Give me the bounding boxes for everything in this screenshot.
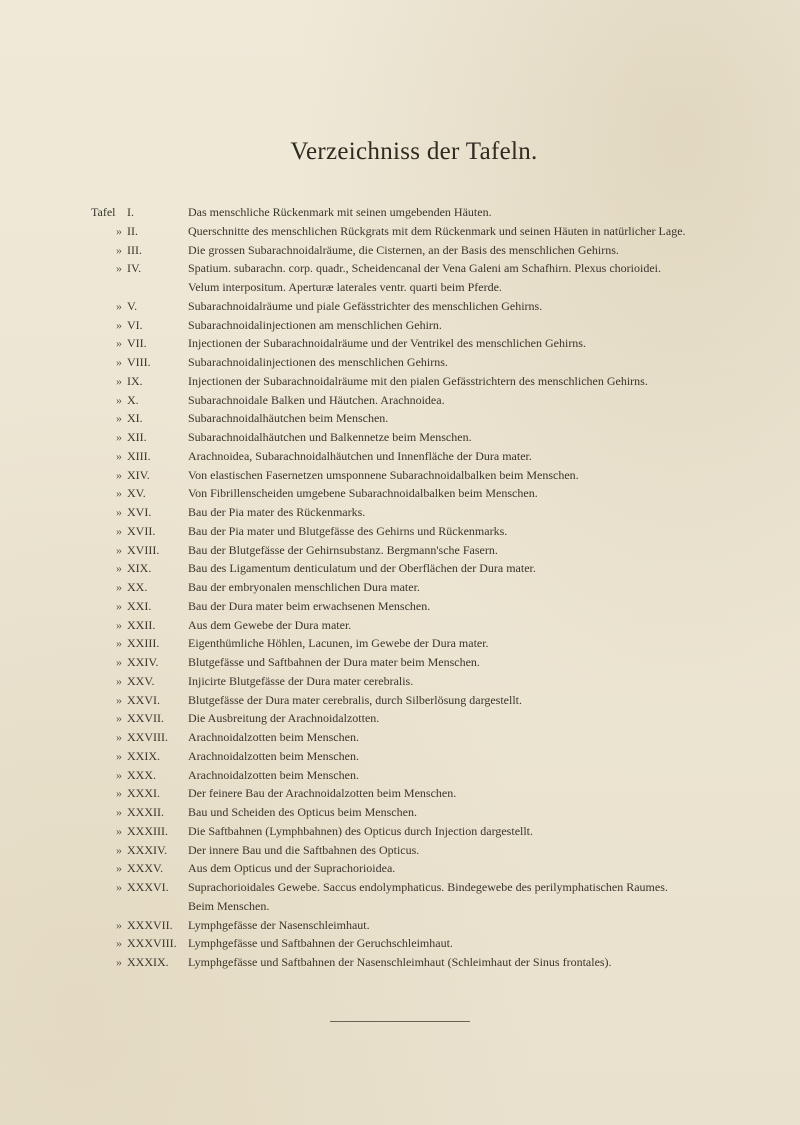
- plate-number: V.: [127, 298, 138, 313]
- ditto-mark: »: [116, 505, 122, 519]
- plate-number: XXVII.: [127, 711, 164, 726]
- plate-number: III.: [127, 242, 142, 257]
- ditto-mark: »: [116, 242, 122, 257]
- ditto-mark: »: [116, 936, 122, 951]
- plate-description-continued: Beim Menschen.: [188, 898, 270, 913]
- plate-description: Subarachnoidalhäutchen beim Menschen.: [188, 411, 389, 426]
- plate-number: X.: [127, 392, 139, 407]
- plate-number: VII.: [127, 336, 147, 351]
- ditto-mark: »: [116, 355, 122, 369]
- tafel-label: Tafel: [91, 205, 116, 219]
- plate-description: Lymphgefässe und Saftbahnen der Nasenschleimhaut (Schleimhaut der Sinus frontales).: [188, 955, 612, 969]
- plate-number: XIX.: [127, 561, 152, 576]
- plate-description-continued: Velum interpositum. Aperturæ laterales ventr. quarti beim Pferde.: [188, 280, 502, 294]
- plate-entry: [0, 503, 800, 522]
- plate-description: Subarachnoidalräume und piale Gefässtrichter des menschlichen Gehirns.: [188, 298, 543, 313]
- plate-description: Die Saftbahnen (Lymphbahnen) des Opticus durch Injection dargestellt.: [188, 823, 534, 838]
- plate-number: XXVIII.: [127, 730, 168, 744]
- plate-number: IV.: [127, 261, 142, 276]
- plate-description: Querschnitte des menschlichen Rückgrats mit dem Rückenmark und seinen Häuten in natürlicher Lage.: [188, 223, 686, 238]
- ditto-mark: »: [116, 617, 122, 632]
- plate-entry: [0, 953, 800, 972]
- ditto-mark: »: [116, 467, 122, 482]
- plate-description: Die Ausbreitung der Arachnoidalzotten.: [188, 711, 380, 726]
- plate-number: XIV.: [127, 467, 150, 482]
- plate-number: XVIII.: [127, 542, 160, 557]
- plate-description: Aus dem Opticus und der Suprachorioidea.: [188, 861, 396, 876]
- ditto-mark: »: [116, 955, 122, 969]
- plate-number: XXXII.: [127, 805, 164, 819]
- closing-rule: [330, 1021, 470, 1022]
- ditto-mark: »: [116, 917, 122, 932]
- plate-description: Subarachnoidalinjectionen am menschlichen Gehirn.: [188, 317, 442, 332]
- ditto-mark: »: [116, 561, 122, 576]
- plate-number: XXX.: [127, 767, 156, 782]
- plate-entry: [0, 803, 800, 822]
- plate-number: XXV.: [127, 673, 155, 688]
- ditto-mark: »: [116, 392, 122, 407]
- ditto-mark: »: [116, 692, 122, 707]
- plate-description: Blutgefässe und Saftbahnen der Dura mater beim Menschen.: [188, 655, 480, 669]
- plate-entry: [0, 841, 800, 860]
- plate-entry: [0, 709, 800, 728]
- plate-description: Subarachnoidalinjectionen des menschlichen Gehirns.: [188, 355, 448, 369]
- plate-entry: [0, 672, 800, 691]
- ditto-mark: »: [116, 298, 122, 313]
- plate-description: Aus dem Gewebe der Dura mater.: [188, 617, 352, 632]
- plate-entry: [0, 391, 800, 410]
- plate-description: Eigenthümliche Höhlen, Lacunen, im Gewebe der Dura mater.: [188, 636, 489, 651]
- plate-number: XXXIV.: [127, 842, 168, 857]
- plate-description: Injicirte Blutgefässe der Dura mater cerebralis.: [188, 673, 414, 688]
- plate-description: Bau des Ligamentum denticulatum und der Oberflächen der Dura mater.: [188, 561, 536, 576]
- plate-number: XXXV.: [127, 861, 164, 876]
- ditto-mark: »: [116, 636, 122, 651]
- plate-number: VIII.: [127, 355, 151, 369]
- plate-entry: [0, 559, 800, 578]
- plate-entry: [0, 916, 800, 935]
- plate-description: Injectionen der Subarachnoidalräume und der Ventrikel des menschlichen Gehirns.: [188, 336, 586, 351]
- plate-description: Die grossen Subarachnoidalräume, die Cisternen, an der Basis des menschlichen Gehirns.: [188, 242, 619, 257]
- plate-number: XXXIII.: [127, 823, 168, 838]
- ditto-mark: »: [116, 448, 122, 463]
- plate-description: Arachnoidea, Subarachnoidalhäutchen und Innenfläche der Dura mater.: [188, 448, 532, 463]
- plate-description: Arachnoidalzotten beim Menschen.: [188, 767, 359, 782]
- plate-description: Injectionen der Subarachnoidalräume mit den pialen Gefässtrichtern des menschlichen Gehirns.: [188, 373, 648, 388]
- plate-description: Subarachnoidalhäutchen und Balkennetze beim Menschen.: [188, 430, 472, 444]
- plate-description: Der innere Bau und die Saftbahnen des Opticus.: [188, 842, 420, 857]
- plate-entry-continuation: [0, 278, 800, 297]
- plate-number: XXXVII.: [127, 917, 173, 932]
- plate-entry: [0, 541, 800, 560]
- ditto-mark: »: [116, 486, 122, 501]
- plate-description: Bau und Scheiden des Opticus beim Menschen.: [188, 805, 417, 819]
- plate-description: Bau der Blutgefässe der Gehirnsubstanz. Bergmann'sche Fasern.: [188, 542, 498, 557]
- plate-number: XVII.: [127, 523, 156, 538]
- ditto-mark: »: [116, 767, 122, 782]
- plate-description: Arachnoidalzotten beim Menschen.: [188, 748, 359, 763]
- plate-description: Lymphgefässe und Saftbahnen der Geruchschleimhaut.: [188, 936, 453, 951]
- ditto-mark: »: [116, 861, 122, 876]
- ditto-mark: »: [116, 373, 122, 388]
- plate-entry: [0, 466, 800, 485]
- plate-description: Bau der Pia mater und Blutgefässe des Gehirns und Rückenmarks.: [188, 523, 508, 538]
- plate-entry: [0, 484, 800, 503]
- plate-number: XII.: [127, 430, 147, 444]
- plate-number: XXXVIII.: [127, 936, 177, 951]
- plate-description: Lymphgefässe der Nasenschleimhaut.: [188, 917, 370, 932]
- ditto-mark: »: [116, 317, 122, 332]
- plate-entry: [0, 822, 800, 841]
- ditto-mark: »: [116, 842, 122, 857]
- plate-description: Spatium. subarachn. corp. quadr., Scheidencanal der Vena Galeni am Schafhirn. Plexus chorioidei.: [188, 261, 661, 276]
- plate-entry: [0, 653, 800, 672]
- plate-description: Subarachnoidale Balken und Häutchen. Arachnoidea.: [188, 392, 445, 407]
- plate-entry: [0, 691, 800, 710]
- plate-number: XXXVI.: [127, 880, 169, 894]
- plate-description: Der feinere Bau der Arachnoidalzotten beim Menschen.: [188, 786, 457, 801]
- plate-description: Von elastischen Fasernetzen umsponnene Subarachnoidalbalken beim Menschen.: [188, 467, 579, 482]
- plate-entry: [0, 859, 800, 878]
- plate-entry-continuation: [0, 897, 800, 916]
- plate-number: I.: [127, 205, 134, 219]
- plate-entry: [0, 241, 800, 260]
- ditto-mark: »: [116, 673, 122, 688]
- plate-entry: [0, 334, 800, 353]
- ditto-mark: »: [116, 730, 122, 744]
- ditto-mark: »: [116, 880, 122, 894]
- plate-description: Suprachorioidales Gewebe. Saccus endolymphaticus. Bindegewebe des perilymphatischen Raumes.: [188, 880, 668, 894]
- plate-description: Von Fibrillenscheiden umgebene Subarachnoidalbalken beim Menschen.: [188, 486, 538, 501]
- ditto-mark: »: [116, 655, 122, 669]
- plate-entry: [0, 428, 800, 447]
- plate-description: Bau der Pia mater des Rückenmarks.: [188, 505, 366, 519]
- ditto-mark: »: [116, 411, 122, 426]
- plate-entry: [0, 878, 800, 897]
- page-title: Verzeichniss der Tafeln.: [290, 138, 538, 165]
- plate-entry: [0, 578, 800, 597]
- ditto-mark: »: [116, 223, 122, 238]
- plate-number: XXIX.: [127, 748, 160, 763]
- plate-entry: [0, 409, 800, 428]
- plate-number: XV.: [127, 486, 146, 501]
- plate-number: XI.: [127, 411, 143, 426]
- ditto-mark: »: [116, 542, 122, 557]
- plate-number: XXI.: [127, 598, 152, 613]
- plate-entry: [0, 297, 800, 316]
- plate-description: Bau der embryonalen menschlichen Dura mater.: [188, 580, 420, 594]
- ditto-mark: »: [116, 261, 122, 276]
- plate-entry: [0, 634, 800, 653]
- ditto-mark: »: [116, 711, 122, 726]
- plate-entry: [0, 747, 800, 766]
- plate-entry: [0, 597, 800, 616]
- plate-list: [0, 203, 800, 972]
- plate-description: Arachnoidalzotten beim Menschen.: [188, 730, 359, 744]
- plate-entry: [0, 372, 800, 391]
- plate-number: XIII.: [127, 448, 151, 463]
- plate-description: Bau der Dura mater beim erwachsenen Menschen.: [188, 598, 431, 613]
- plate-entry: [0, 766, 800, 785]
- plate-entry: [0, 522, 800, 541]
- plate-number: XXVI.: [127, 692, 160, 707]
- plate-entry: [0, 353, 800, 372]
- plate-entry: [0, 728, 800, 747]
- plate-entry: [0, 222, 800, 241]
- ditto-mark: »: [116, 598, 122, 613]
- plate-number: XXXIX.: [127, 955, 169, 969]
- ditto-mark: »: [116, 748, 122, 763]
- plate-entry: [0, 447, 800, 466]
- plate-entry: [0, 934, 800, 953]
- plate-number: VI.: [127, 317, 143, 332]
- plate-entry: [0, 259, 800, 278]
- plate-number: II.: [127, 223, 138, 238]
- ditto-mark: »: [116, 805, 122, 819]
- ditto-mark: »: [116, 336, 122, 351]
- ditto-mark: »: [116, 523, 122, 538]
- plate-number: XXII.: [127, 617, 156, 632]
- ditto-mark: »: [116, 430, 122, 444]
- plate-number: IX.: [127, 373, 143, 388]
- ditto-mark: »: [116, 786, 122, 801]
- plate-number: XXXI.: [127, 786, 160, 801]
- plate-number: XVI.: [127, 505, 152, 519]
- plate-description: Das menschliche Rückenmark mit seinen umgebenden Häuten.: [188, 205, 492, 219]
- ditto-mark: »: [116, 580, 122, 594]
- plate-number: XXIV.: [127, 655, 159, 669]
- plate-number: XXIII.: [127, 636, 160, 651]
- plate-entry: [0, 784, 800, 803]
- plate-entry: [0, 203, 800, 222]
- plate-number: XX.: [127, 580, 148, 594]
- plate-entry: [0, 616, 800, 635]
- plate-entry: [0, 316, 800, 335]
- ditto-mark: »: [116, 823, 122, 838]
- plate-description: Blutgefässe der Dura mater cerebralis, durch Silberlösung dargestellt.: [188, 692, 523, 707]
